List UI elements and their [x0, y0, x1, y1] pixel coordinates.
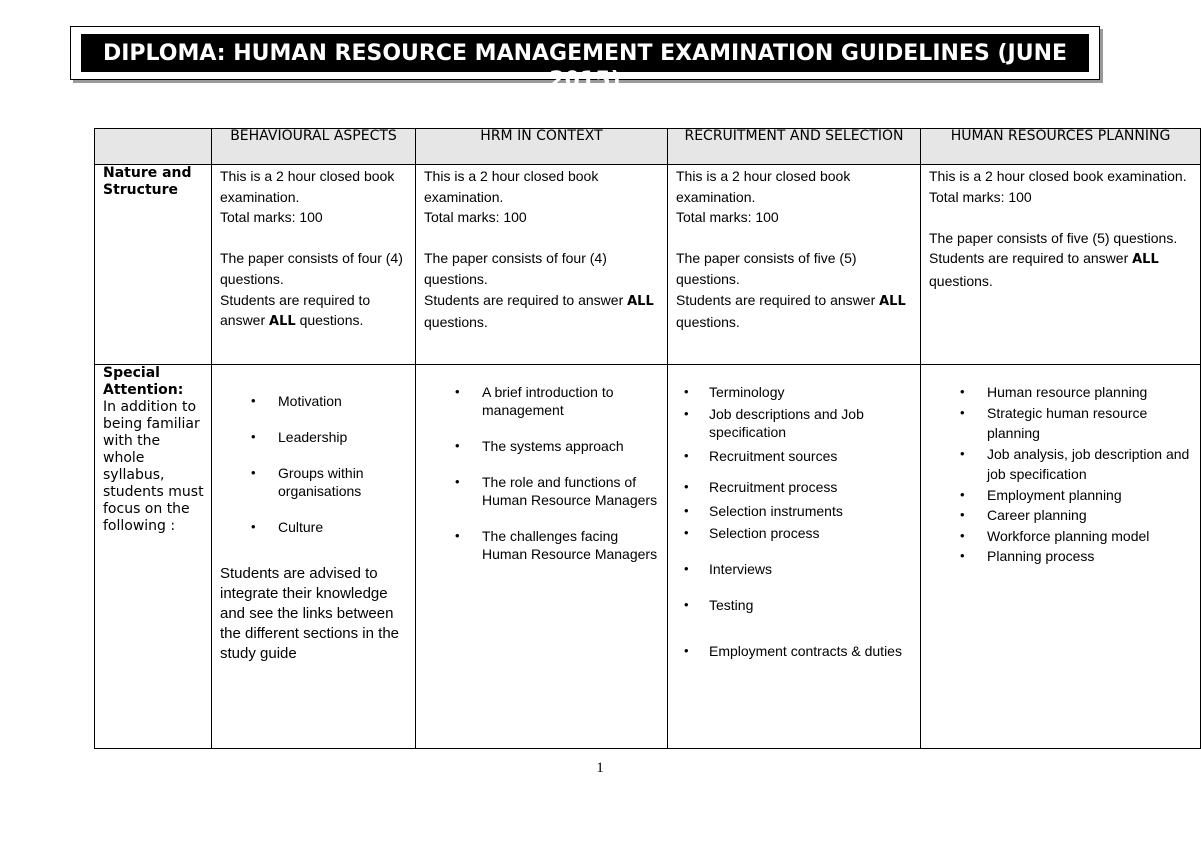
header-row — [95, 129, 1201, 165]
list-item: • Employment planning — [987, 485, 1192, 506]
list-item: • The challenges facing Human Resource Managers — [482, 527, 659, 563]
special-cell-planning — [921, 365, 1201, 749]
requirement-text: Students are required to answer ALL questions. — [929, 250, 1159, 289]
list-item: • Career planning — [987, 505, 1192, 526]
special-cell-behavioural — [212, 365, 416, 749]
question-count-text: The paper consists of four (4) questions. — [424, 250, 607, 287]
topic-list — [709, 383, 912, 660]
list-item: • Strategic human resource planning — [987, 403, 1192, 444]
question-count-text: The paper consists of five (5) questions. — [929, 229, 1178, 246]
total-marks-text: Total marks: 100 — [424, 209, 527, 226]
exam-format-text: This is a 2 hour closed book examination. — [929, 168, 1187, 184]
question-count-text: The paper consists of four (4) questions. — [220, 250, 403, 287]
nature-cell-behavioural — [212, 165, 416, 365]
topic-list — [987, 382, 1192, 567]
column-header-recruitment: RECRUITMENT AND SELECTION — [668, 129, 921, 165]
title-band — [81, 34, 1089, 93]
special-cell-hrm-context — [416, 365, 668, 749]
list-item: • Terminology — [709, 383, 912, 401]
column-header-behavioural: BEHAVIOURAL ASPECTS — [212, 129, 416, 165]
column-header-planning: HUMAN RESOURCES PLANNING — [921, 129, 1201, 165]
page-number: 1 — [596, 760, 604, 776]
study-advice-text: Students are advised to integrate their knowledge and see the links between the different sections in the study guide — [220, 565, 400, 662]
list-item: • The systems approach — [482, 437, 659, 455]
list-item: • Selection instruments — [709, 502, 912, 520]
list-item: • Human resource planning — [987, 382, 1192, 403]
requirement-text: Students are required to answer ALL questions. — [676, 291, 906, 331]
nature-cell-recruitment — [668, 165, 921, 365]
guidelines-table — [94, 128, 1201, 749]
topic-list — [278, 392, 407, 536]
row-label-nature: Nature and Structure — [95, 165, 212, 365]
list-item: • Recruitment sources — [709, 447, 912, 465]
exam-format-text: This is a 2 hour closed book examination. — [424, 168, 599, 205]
nature-cell-hrm-context — [416, 165, 668, 365]
title-frame — [70, 26, 1100, 93]
list-item: • Culture — [278, 518, 407, 536]
requirement-text: Students are required to answer ALL questions. — [220, 291, 371, 330]
exam-format-text: This is a 2 hour closed book examination. — [220, 168, 395, 205]
special-attention-row — [95, 365, 1201, 749]
nature-cell-planning — [921, 165, 1201, 365]
question-count-text: The paper consists of five (5) questions. — [676, 250, 857, 287]
special-cell-recruitment — [668, 365, 921, 749]
requirement-text: Students are required to answer ALL questions. — [424, 291, 654, 331]
list-item: • Motivation — [278, 392, 407, 410]
list-item: • Testing — [709, 596, 912, 614]
list-item: • Groups within organisations — [278, 464, 407, 500]
exam-format-text: This is a 2 hour closed book examination. — [676, 168, 851, 205]
list-item: • Selection process — [709, 524, 912, 542]
list-item: • Interviews — [709, 560, 912, 578]
list-item: • Employment contracts & duties — [709, 642, 912, 660]
list-item: • Planning process — [987, 546, 1192, 567]
list-item: • A brief introduction to management — [482, 383, 659, 419]
document-title: DIPLOMA: HUMAN RESOURCE MANAGEMENT EXAMINATION GUIDELINES (JUNE 2015) — [102, 41, 1068, 93]
list-item: • Recruitment process — [709, 478, 912, 496]
total-marks-text: Total marks: 100 — [929, 188, 1032, 205]
list-item: • Workforce planning model — [987, 526, 1192, 547]
header-corner-cell — [95, 129, 212, 165]
total-marks-text: Total marks: 100 — [220, 209, 323, 226]
total-marks-text: Total marks: 100 — [676, 209, 779, 226]
list-item: • The role and functions of Human Resource Managers — [482, 473, 659, 509]
list-item: • Job descriptions and Job specification — [709, 405, 912, 441]
column-header-hrm-context: HRM IN CONTEXT — [416, 129, 668, 165]
list-item: • Job analysis, job description and job specification — [987, 444, 1192, 485]
row-label-special: Special Attention: In addition to being familiar with the whole syllabus, students must focus on the following : — [95, 365, 212, 749]
list-item: • Leadership — [278, 428, 407, 446]
topic-list — [482, 383, 659, 563]
nature-structure-row — [95, 165, 1201, 365]
